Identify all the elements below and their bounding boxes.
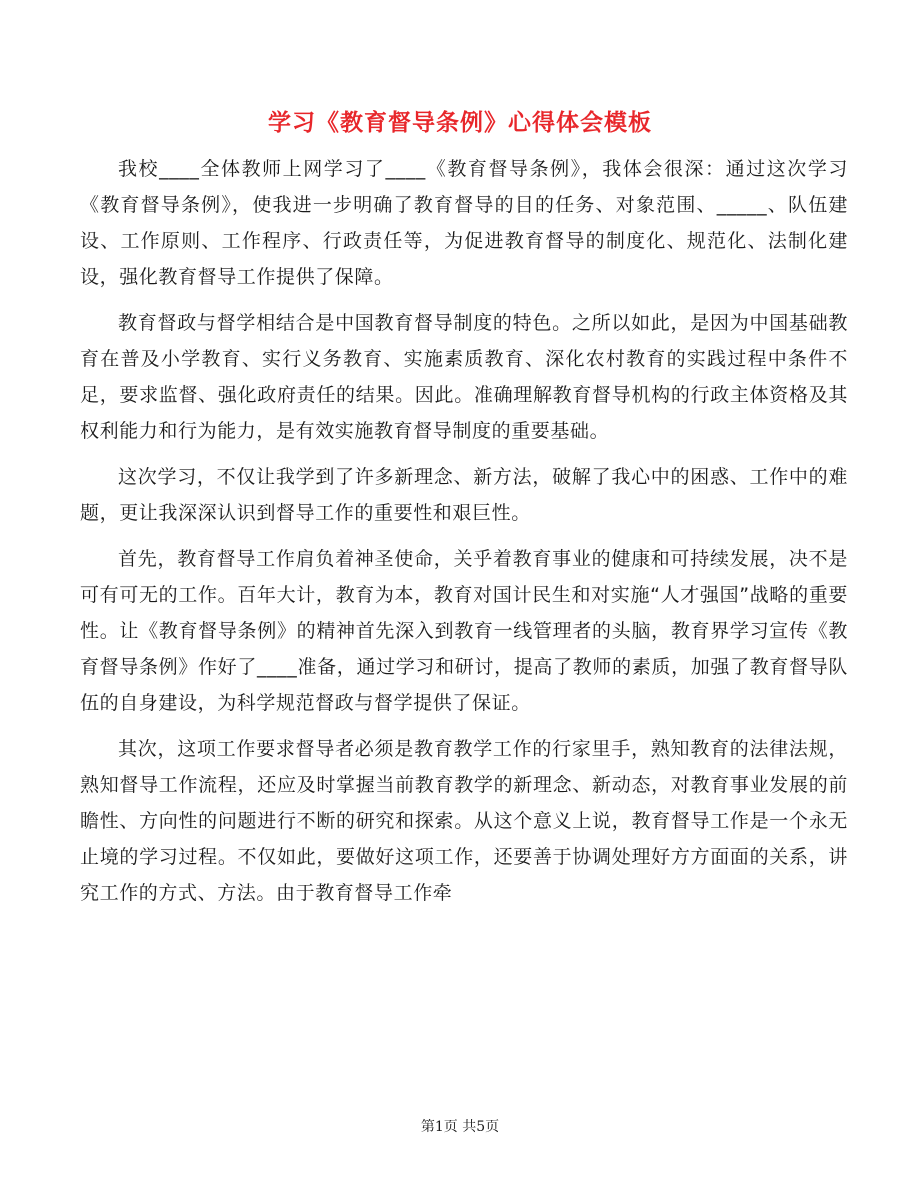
document-body: [80, 151, 848, 921]
paragraph-5: 其次，这项工作要求督导者必须是教育教学工作的行家里手，熟知教育的法律法规，熟知督导工作流程，还应及时掌握当前教育教学的新理念、新动态，对教育事业发展的前瞻性、方向性的问题进行不断的研究和探索。从这个意义上说，教育督导工作是一个永无止境的学习过程。不仅如此，要做好这项工作，还要善于协调处理好方方面面的关系，讲究工作的方式、方法。由于教育督导工作牵: [80, 738, 848, 904]
page-number-footer: 第1页 共5页: [420, 1119, 500, 1135]
paragraph-3: 这次学习，不仅让我学到了许多新理念、新方法，破解了我心中的困惑、工作中的难题，更让我深深认识到督导工作的重要性和艰巨性。: [80, 466, 848, 524]
paragraph-2: 教育督政与督学相结合是中国教育督导制度的特色。之所以如此，是因为中国基础教育在普及小学教育、实行义务教育、实施素质教育、深化农村教育的实践过程中条件不足，要求监督、强化政府责任的结果。因此。准确理解教育督导机构的行政主体资格及其权利能力和行为能力，是有效实施教育督导制度的重要基础。: [80, 312, 848, 442]
paragraph-4: 首先，教育督导工作肩负着神圣使命，关乎着教育事业的健康和可持续发展，决不是可有可无的工作。百年大计，教育为本，教育对国计民生和对实施“人才强国”战略的重要性。让《教育督导条例》的精神首先深入到教育一线管理者的头脑，教育界学习宣传《教育督导条例》作好了____准备，通过学习和研讨，提高了教师的素质，加强了教育督导队伍的自身建设，为科学规范督政与督学提供了保证。: [80, 548, 848, 714]
document-title: 学习《教育督导条例》心得体会模板: [268, 110, 652, 136]
paragraph-1: 我校____全体教师上网学习了____《教育督导条例》，我体会很深：通过这次学习《教育督导条例》，使我进一步明确了教育督导的目的任务、对象范围、_____、队伍建设、工作原则、工作程序、行政责任等，为促进教育督导的制度化、规范化、法制化建设，强化教育督导工作提供了保障。: [80, 158, 848, 288]
